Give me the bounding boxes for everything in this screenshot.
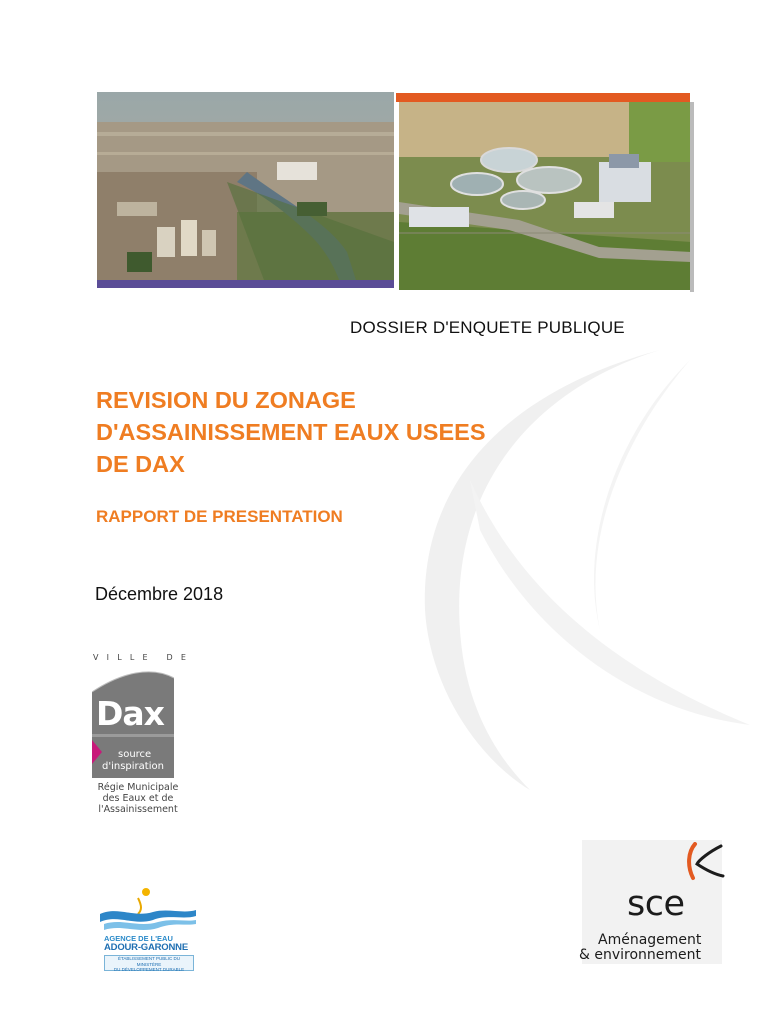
regie-line-2: des Eaux et de xyxy=(102,793,174,804)
agence-tagline-2: DU DÉVELOPPEMENT DURABLE xyxy=(113,967,185,972)
title-line-2: D'ASSAINISSEMENT EAUX USEES xyxy=(96,419,486,445)
title-line-3: DE DAX xyxy=(96,451,185,477)
dax-ville-de-label: VILLE DE xyxy=(93,653,195,662)
sce-k-icon xyxy=(683,842,725,882)
document-subtitle: RAPPORT DE PRESENTATION xyxy=(96,507,343,526)
dax-tagline-1: source xyxy=(118,749,152,760)
dax-tagline-2: d'inspiration xyxy=(102,761,164,772)
sce-line-2: & environnement xyxy=(579,947,702,963)
regie-line-3: l'Assainissement xyxy=(98,804,178,815)
agence-line-2: ADOUR-GARONNE xyxy=(104,942,188,953)
aerial-city-photo xyxy=(97,92,394,288)
purple-accent-bar xyxy=(97,280,394,288)
dax-wordmark: Dax xyxy=(96,694,164,733)
agence-tagline xyxy=(106,956,192,973)
agence-tagline-1: ÉTABLISSEMENT PUBLIC DU MINISTÈRE xyxy=(117,956,181,967)
regie-line-1: Régie Municipale xyxy=(97,782,179,793)
document-title xyxy=(96,384,656,480)
dossier-label: DOSSIER D'ENQUETE PUBLIQUE xyxy=(350,318,625,337)
regie-municipale-text xyxy=(93,782,183,815)
document-date: Décembre 2018 xyxy=(95,584,224,604)
agence-line-1: AGENCE DE L'EAU xyxy=(104,934,173,943)
sce-wordmark: sce xyxy=(627,884,685,924)
treatment-plant-photo xyxy=(399,102,691,290)
photo-shadow xyxy=(690,102,694,292)
title-line-1: REVISION DU ZONAGE xyxy=(96,387,356,413)
sce-line-1: Aménagement xyxy=(598,932,702,948)
orange-accent-bar xyxy=(396,93,690,102)
